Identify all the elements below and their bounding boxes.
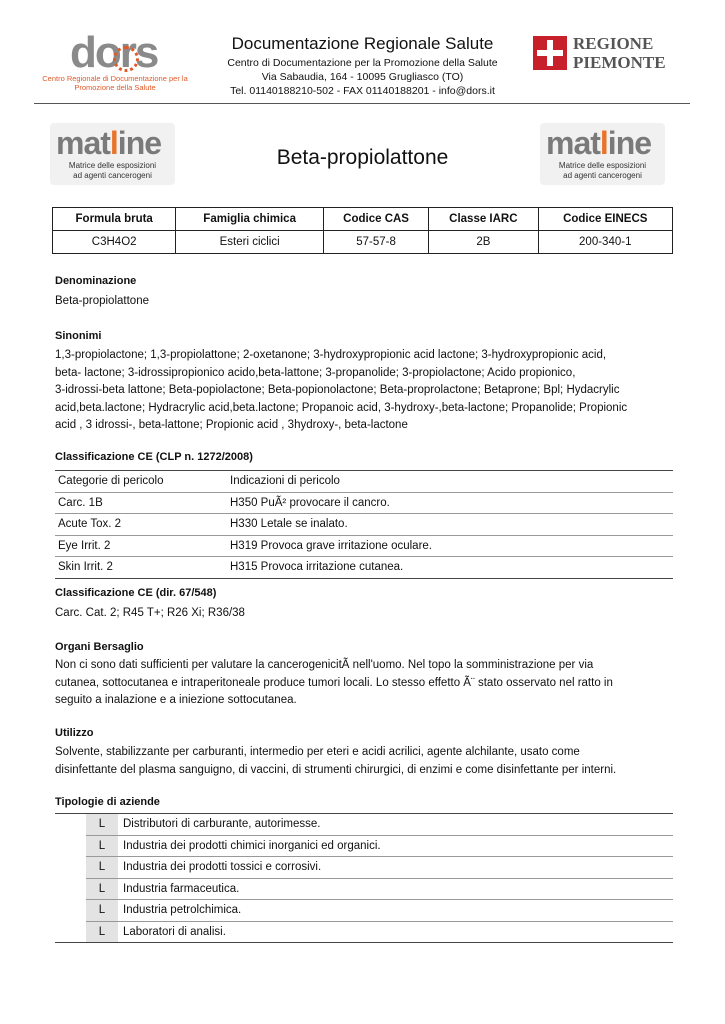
- organi-line: Non ci sono dati sufficienti per valutare la cancerogenicitÃ nell'uomo. Nel topo la somministrazione per via: [55, 659, 594, 671]
- matline-word-a: mat: [546, 125, 600, 161]
- header-cas: Codice CAS: [323, 208, 428, 231]
- organi-heading: Organi Bersaglio: [55, 641, 144, 653]
- clp-indication: H319 Provoca grave irritazione oculare.: [227, 535, 673, 557]
- properties-table: [52, 207, 673, 254]
- piemonte-word: PIEMONTE: [573, 53, 666, 72]
- regione-word: REGIONE: [573, 34, 654, 53]
- header-line-1: Centro di Documentazione per la Promozione della Salute: [227, 57, 498, 69]
- value-iarc: 2B: [429, 231, 538, 254]
- sinonimi-line: 3-idrossi-beta lattone; Beta-popiolactone; Beta-popionolactone; Beta-proprolactone; Betaprone; Bpl; Hydacrylic: [55, 384, 620, 396]
- header-title: Documentazione Regionale Salute: [231, 34, 494, 53]
- properties-value-row: [53, 231, 673, 254]
- dors-logo: [40, 28, 190, 92]
- table-row: [55, 535, 673, 557]
- value-formula: C3H4O2: [53, 231, 176, 254]
- matline-word-a: mat: [56, 125, 110, 161]
- table-row: [55, 814, 673, 836]
- dors-dot-icon: [113, 46, 139, 72]
- table-row: [55, 921, 673, 943]
- utilizzo-line: Solvente, stabilizzante per carburanti, intermedio per eteri e acidi acrilici, agente alchilante, usato come: [55, 746, 580, 758]
- header-line-3: Tel. 01140188210-502 - FAX 01140188201 - info@dors.it: [230, 85, 495, 97]
- aziende-mark: L: [86, 900, 118, 922]
- clp-category: Carc. 1B: [55, 492, 227, 514]
- organi-line: cutanea, sottocutanea e intraperitoneale produce tumori locali. Lo stesso effetto Ã¨ stato osservato nel ratto in: [55, 676, 613, 689]
- aziende-table: [55, 813, 673, 943]
- dir-heading: Classificazione CE (dir. 67/548): [55, 587, 217, 599]
- clp-category: Eye Irrit. 2: [55, 535, 227, 557]
- utilizzo-text: [55, 744, 675, 779]
- value-einecs: 200-340-1: [538, 231, 673, 254]
- aziende-mark: L: [86, 835, 118, 857]
- sinonimi-heading: Sinonimi: [55, 330, 102, 342]
- matline-word-c: ine: [607, 125, 652, 161]
- aziende-heading: Tipologie di aziende: [55, 796, 160, 808]
- header-divider: [34, 103, 690, 104]
- table-row: [55, 900, 673, 922]
- clp-category: Skin Irrit. 2: [55, 557, 227, 579]
- matline-sub-1: Matrice delle esposizioni: [558, 161, 647, 170]
- clp-category: Acute Tox. 2: [55, 514, 227, 536]
- utilizzo-heading: Utilizzo: [55, 727, 94, 739]
- aziende-text: Industria dei prodotti chimici inorganici ed organici.: [118, 835, 673, 857]
- page-title: Beta-propiolattone: [276, 146, 449, 169]
- clp-indication: Indicazioni di pericolo: [227, 471, 673, 493]
- aziende-mark: L: [86, 878, 118, 900]
- header-line-2: Via Sabaudia, 164 - 10095 Grugliasco (TO): [261, 71, 464, 83]
- denominazione-heading: Denominazione: [55, 275, 137, 287]
- table-row: [55, 557, 673, 579]
- table-row: [55, 471, 673, 493]
- table-row: [55, 835, 673, 857]
- clp-indication: H315 Provoca irritazione cutanea.: [227, 557, 673, 579]
- value-cas: 57-57-8: [323, 231, 428, 254]
- aziende-text: Industria petrolchimica.: [118, 900, 673, 922]
- clp-indication: H330 Letale se inalato.: [227, 514, 673, 536]
- regione-flag-icon: [533, 36, 567, 70]
- organi-line: seguito a inalazione e a iniezione sottocutanea.: [55, 694, 297, 706]
- matline-logo-right: [540, 123, 665, 185]
- aziende-mark: L: [86, 814, 118, 836]
- dir-text: Carc. Cat. 2; R45 T+; R26 Xi; R36/38: [55, 607, 245, 619]
- sinonimi-line: acid,beta.lactone; Hydracrylic acid,beta.lactone; Propanoic acid, 3-hydroxy-,beta-lactone; Propanolide; Propionic: [55, 401, 628, 414]
- table-row: [55, 492, 673, 514]
- aziende-text: Distributori di carburante, autorimesse.: [118, 814, 673, 836]
- matline-word-b: l: [109, 125, 118, 161]
- matline-word-b: l: [599, 125, 608, 161]
- matline-logo-left: [50, 123, 175, 185]
- organi-text: [55, 657, 675, 710]
- header-formula: Formula bruta: [53, 208, 176, 231]
- clp-indication: H350 PuÃ² provocare il cancro.: [227, 492, 673, 514]
- table-row: [55, 878, 673, 900]
- matline-sub-1: Matrice delle esposizioni: [68, 161, 157, 170]
- matline-sub-2: ad agenti cancerogeni: [563, 170, 642, 180]
- clp-category: Categorie di pericolo: [55, 471, 227, 493]
- properties-header-row: [53, 208, 673, 231]
- utilizzo-line: disinfettante del plasma sanguigno, di vaccini, di strumenti chirurgici, di enzimi e come disinfettante per interni.: [55, 763, 617, 776]
- aziende-mark: L: [86, 921, 118, 943]
- clp-heading: Classificazione CE (CLP n. 1272/2008): [55, 451, 253, 463]
- aziende-text: Industria dei prodotti tossici e corrosivi.: [118, 857, 673, 879]
- aziende-text: Industria farmaceutica.: [118, 878, 673, 900]
- aziende-text: Laboratori di analisi.: [118, 921, 673, 943]
- sinonimi-text: [55, 347, 675, 435]
- aziende-mark: L: [86, 857, 118, 879]
- sinonimi-line: beta- lactone; 3-idrossipropionico acido,beta-lattone; 3-propanolide; 3-propiolactone; Acido propionico,: [55, 366, 576, 379]
- header-einecs: Codice EINECS: [538, 208, 673, 231]
- table-row: [55, 857, 673, 879]
- table-row: [55, 514, 673, 536]
- dors-logo-word: dors: [70, 28, 158, 77]
- regione-piemonte-logo: [533, 34, 666, 76]
- value-famiglia: Esteri ciclici: [176, 231, 324, 254]
- denominazione-text: Beta-propiolattone: [55, 295, 149, 307]
- header-iarc: Classe IARC: [429, 208, 538, 231]
- clp-table: [55, 470, 673, 579]
- header-famiglia: Famiglia chimica: [176, 208, 324, 231]
- dors-logo-subtitle: Centro Regionale di Documentazione per la Promozione della Salute: [42, 74, 188, 92]
- matline-word-c: ine: [117, 125, 162, 161]
- sinonimi-line: 1,3-propiolactone; 1,3-propiolattone; 2-oxetanone; 3-hydroxypropionic acid lactone; 3-hydroxypropionic acid,: [55, 349, 607, 361]
- sinonimi-line: acid , 3 idrossi-, beta-lattone; Propionic acid , 3hydroxy-, beta-lactone: [55, 419, 408, 431]
- matline-sub-2: ad agenti cancerogeni: [73, 170, 152, 180]
